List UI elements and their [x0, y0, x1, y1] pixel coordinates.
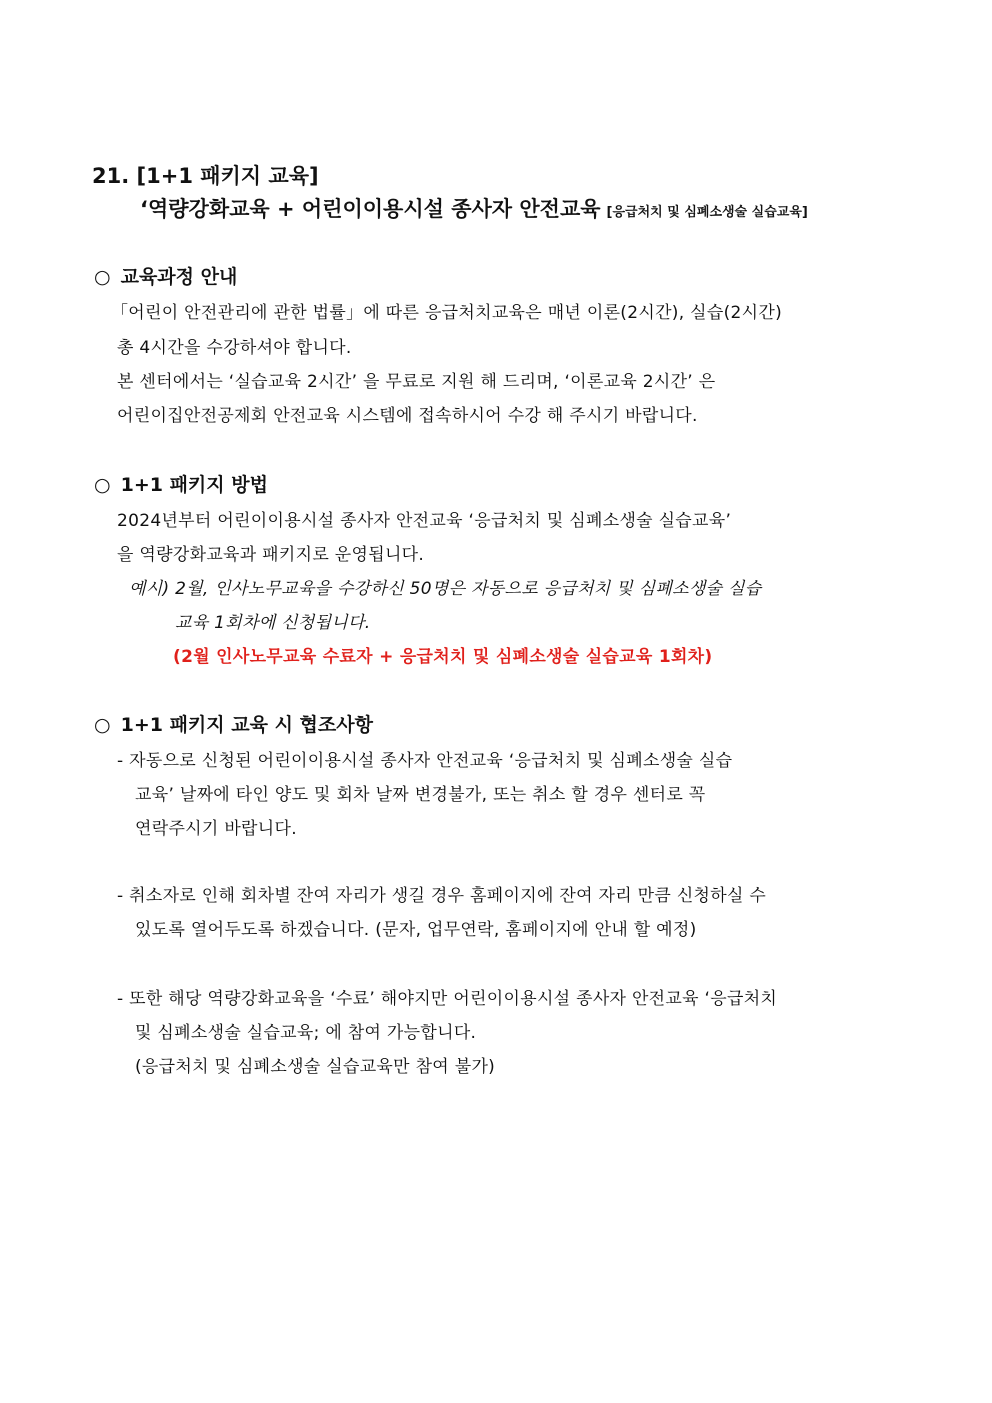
- paragraph-line: 어린이집안전공제회 안전교육 시스템에 접속하시어 수강 해 주시기 바랍니다.: [117, 406, 698, 426]
- section-heading-course-guide: [94, 262, 237, 289]
- section-title: 1+1 패키지 방법: [120, 474, 268, 496]
- circle-bullet-icon: ○: [94, 474, 111, 496]
- list-item-line: - 또한 해당 역량강화교육을 ‘수료’ 해야지만 어린이이용시설 종사자 안전교육 ‘응급처치: [117, 989, 778, 1009]
- paragraph-line: 2024년부터 어린이이용시설 종사자 안전교육 ‘응급처치 및 심폐소생술 실습교육’: [117, 511, 732, 531]
- list-item-line: - 취소자로 인해 회차별 잔여 자리가 생길 경우 홈페이지에 잔여 자리 만큼 신청하실 수: [117, 886, 767, 906]
- subtitle-note: [응급처치 및 심폐소생술 실습교육]: [606, 205, 808, 220]
- list-item-line: (응급처치 및 심폐소생술 실습교육만 참여 불가): [135, 1057, 496, 1077]
- circle-bullet-icon: ○: [94, 714, 111, 736]
- list-item-line: 연락주시기 바랍니다.: [135, 819, 297, 839]
- example-line: 예시) 2월, 인사노무교육을 수강하신 50명은 자동으로 응급처치 및 심폐소생술 실습: [129, 579, 762, 599]
- section-heading-cooperation: [94, 710, 373, 737]
- section-heading-package-method: [94, 470, 268, 497]
- example-line: 교육 1회차에 신청됩니다.: [175, 613, 371, 633]
- subtitle-main: ‘역량강화교육 + 어린이이용시설 종사자 안전교육: [140, 197, 601, 221]
- paragraph-line: 「어린이 안전관리에 관한 법률」에 따른 응급처치교육은 매년 이론(2시간), 실습(2시간): [111, 303, 782, 323]
- highlight-note: (2월 인사노무교육 수료자 + 응급처치 및 심폐소생술 실습교육 1회차): [173, 647, 713, 667]
- paragraph-line: 총 4시간을 수강하셔야 합니다.: [117, 338, 352, 358]
- circle-bullet-icon: ○: [94, 266, 111, 288]
- list-item-line: 및 심폐소생술 실습교육; 에 참여 가능합니다.: [135, 1023, 477, 1043]
- list-item-line: 있도록 열어두도록 하겠습니다. (문자, 업무연락, 홈페이지에 안내 할 예정): [135, 920, 697, 940]
- document-title: 21. [1+1 패키지 교육]: [92, 164, 319, 188]
- list-item-line: 교육’ 날짜에 타인 양도 및 회차 날짜 변경불가, 또는 취소 할 경우 센터로 꼭: [135, 785, 706, 805]
- section-title: 교육과정 안내: [120, 266, 238, 288]
- list-item-line: - 자동으로 신청된 어린이이용시설 종사자 안전교육 ‘응급처치 및 심폐소생술 실습: [117, 751, 733, 771]
- paragraph-line: 을 역량강화교육과 패키지로 운영됩니다.: [117, 545, 425, 565]
- document-subtitle: [140, 193, 808, 223]
- paragraph-line: 본 센터에서는 ‘실습교육 2시간’ 을 무료로 지원 해 드리며, ‘이론교육 2시간’ 은: [117, 372, 716, 392]
- section-title: 1+1 패키지 교육 시 협조사항: [120, 714, 373, 736]
